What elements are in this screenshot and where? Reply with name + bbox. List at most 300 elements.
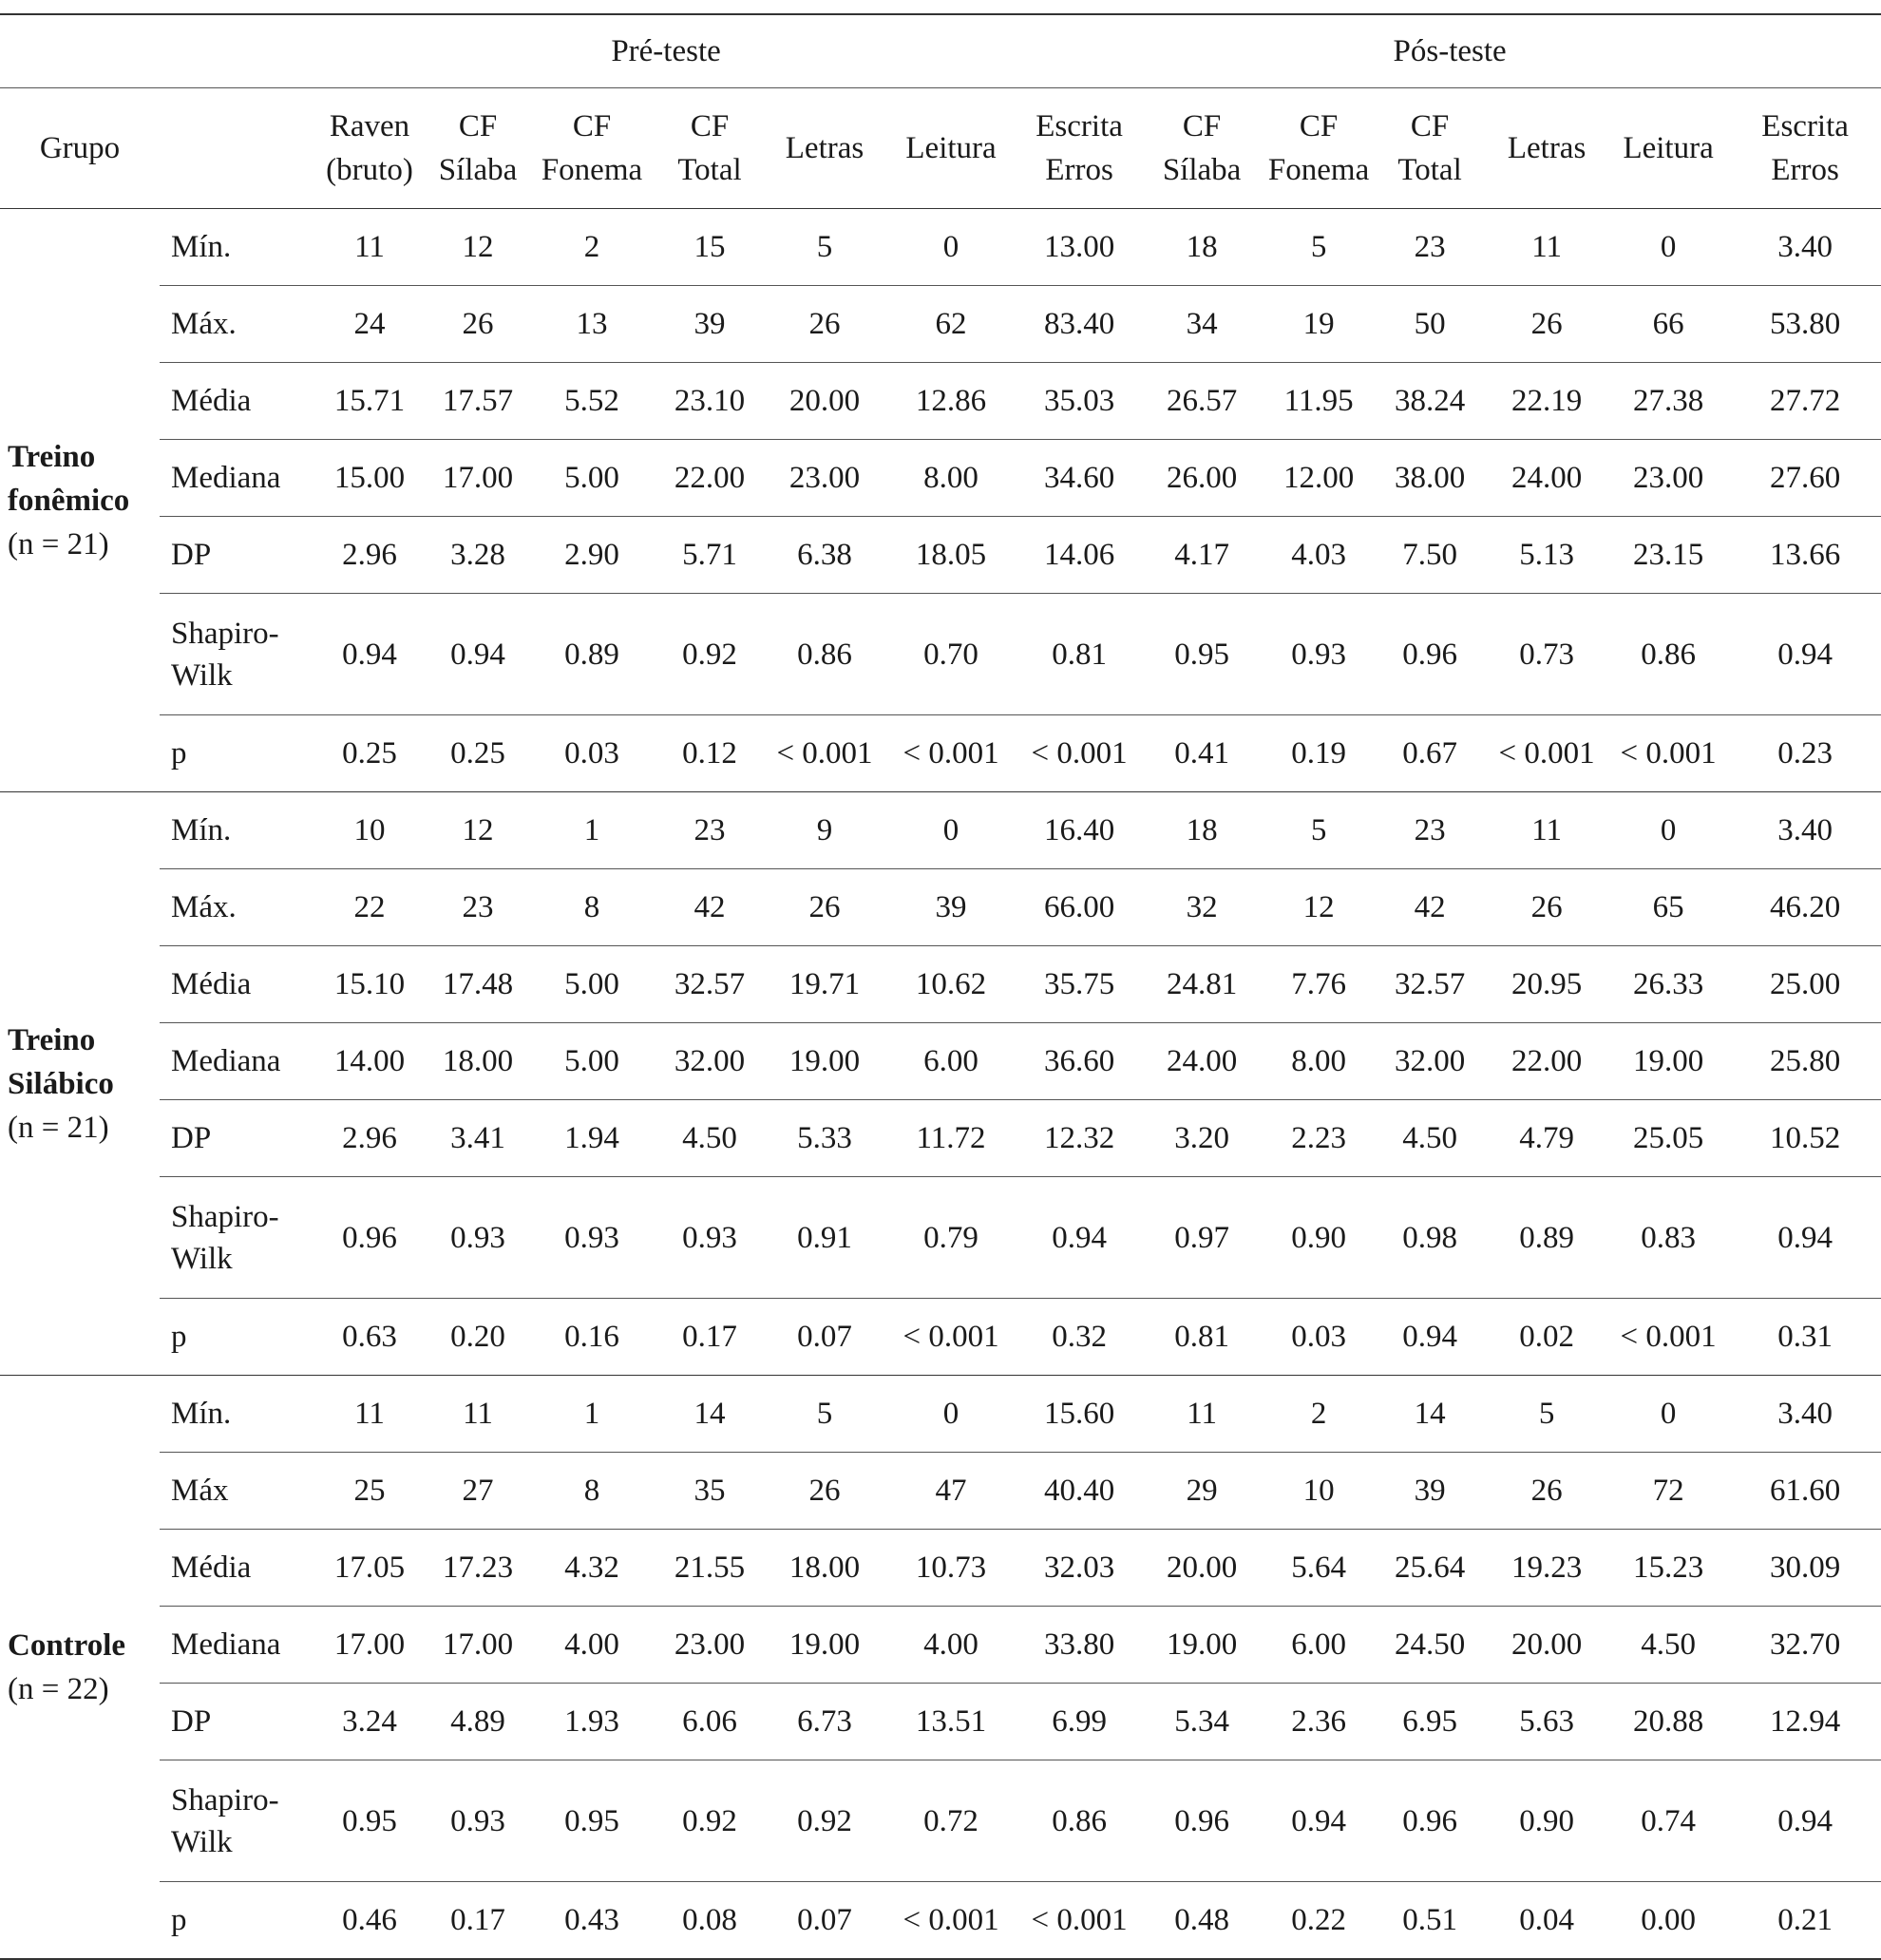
table-cell: 25.80 (1729, 1023, 1881, 1100)
stat-label-line: Wilk (171, 1241, 233, 1276)
table-cell: 27.72 (1729, 363, 1881, 440)
table-cell: 9 (766, 792, 884, 869)
column-header-line: CF (1182, 109, 1222, 143)
stat-label-line: Mín. (171, 230, 232, 264)
table-cell: 0.20 (426, 1299, 530, 1376)
table-cell: 11.72 (884, 1100, 1018, 1177)
table-cell: 26 (1486, 286, 1607, 363)
table-cell: 27.38 (1607, 363, 1729, 440)
stat-label (160, 363, 314, 440)
table-cell: 0.17 (426, 1882, 530, 1960)
table-cell: 17.00 (426, 1607, 530, 1684)
stat-label-line: Máx. (171, 307, 237, 341)
table-cell: 36.60 (1018, 1023, 1140, 1100)
table-cell: 10.73 (884, 1530, 1018, 1607)
table-cell: 6.38 (766, 517, 884, 594)
table-cell: 23 (654, 792, 766, 869)
table-cell: 0.48 (1140, 1882, 1264, 1960)
table-cell: 32.57 (1374, 946, 1486, 1023)
table-cell: 5.13 (1486, 517, 1607, 594)
table-cell: 4.17 (1140, 517, 1264, 594)
table-cell: 53.80 (1729, 286, 1881, 363)
table-cell: 6.06 (654, 1684, 766, 1760)
table-cell: 11 (1486, 209, 1607, 286)
table-cell: < 0.001 (1018, 1882, 1140, 1960)
group-name: Controle (8, 1627, 126, 1663)
descriptive-stats-table (0, 13, 1881, 1960)
table-cell: 18.00 (426, 1023, 530, 1100)
table-cell: 0.96 (1140, 1760, 1264, 1882)
table-cell: 0.90 (1486, 1760, 1607, 1882)
table-cell: 12.86 (884, 363, 1018, 440)
table-cell: 11 (1140, 1376, 1264, 1453)
table-cell: 34 (1140, 286, 1264, 363)
table-row (0, 1607, 1881, 1684)
table-cell: 12 (1264, 869, 1374, 946)
table-cell: 5.00 (530, 946, 654, 1023)
column-header (530, 88, 654, 209)
stat-label (160, 1607, 314, 1684)
table-cell: 14 (1374, 1376, 1486, 1453)
table-cell: 2.90 (530, 517, 654, 594)
stat-label-line: DP (171, 538, 212, 572)
table-cell: 19.71 (766, 946, 884, 1023)
table-cell: 24.00 (1486, 440, 1607, 517)
group-name: Treino (8, 439, 96, 474)
column-header (1140, 88, 1264, 209)
table-cell: 0.91 (766, 1177, 884, 1299)
table-row (0, 286, 1881, 363)
table-cell: 5.52 (530, 363, 654, 440)
table-cell: 23.10 (654, 363, 766, 440)
table-cell: 65 (1607, 869, 1729, 946)
table-cell: 26.00 (1140, 440, 1264, 517)
table-cell: 15.00 (314, 440, 426, 517)
table-cell: 6.00 (1264, 1607, 1374, 1684)
table-cell: 15.60 (1018, 1376, 1140, 1453)
table-cell: 25.05 (1607, 1100, 1729, 1177)
column-header (766, 88, 884, 209)
table-cell: 50 (1374, 286, 1486, 363)
table-cell: 0.72 (884, 1760, 1018, 1882)
table-cell: 18.00 (766, 1530, 884, 1607)
table-cell: 3.28 (426, 517, 530, 594)
table-cell: < 0.001 (1607, 715, 1729, 792)
table-cell: < 0.001 (884, 1299, 1018, 1376)
table-cell: 24 (314, 286, 426, 363)
table-cell: 0.93 (530, 1177, 654, 1299)
table-cell: 3.40 (1729, 209, 1881, 286)
table-cell: 29 (1140, 1453, 1264, 1530)
table-cell: 0.93 (426, 1177, 530, 1299)
table-cell: 19.00 (1607, 1023, 1729, 1100)
group-label (0, 209, 160, 792)
table-cell: 39 (654, 286, 766, 363)
table-cell: 0.25 (314, 715, 426, 792)
stat-label-line: Máx. (171, 890, 237, 924)
table-cell: 0 (884, 792, 1018, 869)
stat-label (160, 286, 314, 363)
table-cell: 23.15 (1607, 517, 1729, 594)
table-cell: < 0.001 (884, 1882, 1018, 1960)
table-cell: 23.00 (1607, 440, 1729, 517)
table-cell: 0.70 (884, 594, 1018, 715)
stat-label-line: Shapiro- (171, 1199, 279, 1234)
table-cell: 7.50 (1374, 517, 1486, 594)
column-header-line: CF (1299, 109, 1339, 143)
table-cell: 19.23 (1486, 1530, 1607, 1607)
table-cell: 0.74 (1607, 1760, 1729, 1882)
column-header-line: Total (1397, 153, 1462, 187)
table-cell: 0.17 (654, 1299, 766, 1376)
table-cell: 11.95 (1264, 363, 1374, 440)
table-cell: 14 (654, 1376, 766, 1453)
table-cell: 10.52 (1729, 1100, 1881, 1177)
table-cell: 0.95 (314, 1760, 426, 1882)
table-cell: 0.97 (1140, 1177, 1264, 1299)
column-header (426, 88, 530, 209)
table-cell: 40.40 (1018, 1453, 1140, 1530)
table-cell: 20.00 (1486, 1607, 1607, 1684)
table-cell: 30.09 (1729, 1530, 1881, 1607)
table-cell: 11 (314, 1376, 426, 1453)
table-cell: 0.86 (1018, 1760, 1140, 1882)
table-cell: 0.81 (1140, 1299, 1264, 1376)
table-cell: 11 (1486, 792, 1607, 869)
stat-label (160, 594, 314, 715)
table-cell: 23 (1374, 209, 1486, 286)
column-header-line: (bruto) (326, 153, 413, 187)
table-cell: 24.81 (1140, 946, 1264, 1023)
stat-label (160, 1023, 314, 1100)
table-cell: 0.02 (1486, 1299, 1607, 1376)
column-header-line: Total (677, 153, 742, 187)
table-cell: 0.03 (530, 715, 654, 792)
table-cell: 3.40 (1729, 1376, 1881, 1453)
table-row (0, 1882, 1881, 1960)
table-cell: 0.94 (1264, 1760, 1374, 1882)
table-cell: 11 (314, 209, 426, 286)
table-cell: 17.48 (426, 946, 530, 1023)
table-cell: 0.31 (1729, 1299, 1881, 1376)
table-cell: 0.07 (766, 1882, 884, 1960)
stat-label-line: Wilk (171, 1824, 233, 1859)
stat-label (160, 1882, 314, 1960)
table-cell: 19.00 (766, 1023, 884, 1100)
table-cell: 4.50 (1374, 1100, 1486, 1177)
table-row (0, 1453, 1881, 1530)
table-cell: 3.20 (1140, 1100, 1264, 1177)
table-cell: 32.03 (1018, 1530, 1140, 1607)
table-cell: 0.89 (530, 594, 654, 715)
table-cell: 4.50 (1607, 1607, 1729, 1684)
table-cell: 25.00 (1729, 946, 1881, 1023)
table-cell: 8 (530, 1453, 654, 1530)
table-cell: 4.89 (426, 1684, 530, 1760)
table-cell: 5 (1264, 209, 1374, 286)
table-row (0, 1530, 1881, 1607)
table-cell: 17.00 (314, 1607, 426, 1684)
table-cell: 0.12 (654, 715, 766, 792)
table-row (0, 946, 1881, 1023)
table-cell: 0.43 (530, 1882, 654, 1960)
table-cell: 22.00 (1486, 1023, 1607, 1100)
table-cell: 5.33 (766, 1100, 884, 1177)
table-cell: 72 (1607, 1453, 1729, 1530)
table-cell: 0.94 (426, 594, 530, 715)
table-cell: 21.55 (654, 1530, 766, 1607)
table-cell: 0.16 (530, 1299, 654, 1376)
table-cell: 42 (654, 869, 766, 946)
table-cell: 1 (530, 792, 654, 869)
table-cell: 38.24 (1374, 363, 1486, 440)
table-cell: 14.06 (1018, 517, 1140, 594)
table-cell: 20.00 (766, 363, 884, 440)
table-cell: 12 (426, 792, 530, 869)
column-header (1264, 88, 1374, 209)
table-cell: 39 (1374, 1453, 1486, 1530)
group-name: Treino (8, 1022, 96, 1057)
table-cell: 3.24 (314, 1684, 426, 1760)
super-header-row (0, 14, 1881, 88)
table-cell: 25.64 (1374, 1530, 1486, 1607)
table-cell: 0.95 (1140, 594, 1264, 715)
stat-label (160, 715, 314, 792)
table-cell: 0.07 (766, 1299, 884, 1376)
table-cell: 0.41 (1140, 715, 1264, 792)
table-cell: 0 (1607, 792, 1729, 869)
table-cell: 17.00 (426, 440, 530, 517)
descriptive-stats-table-container (0, 13, 1881, 1960)
table-cell: 0.73 (1486, 594, 1607, 715)
table-cell: 5.64 (1264, 1530, 1374, 1607)
table-cell: 0.98 (1374, 1177, 1486, 1299)
table-cell: 0.96 (1374, 1760, 1486, 1882)
table-cell: 42 (1374, 869, 1486, 946)
table-row (0, 1100, 1881, 1177)
table-cell: 23.00 (654, 1607, 766, 1684)
group-n: (n = 21) (8, 526, 109, 561)
table-cell: 0.96 (314, 1177, 426, 1299)
column-header (1374, 88, 1486, 209)
table-cell: 0.86 (1607, 594, 1729, 715)
table-cell: 0 (1607, 1376, 1729, 1453)
column-header (654, 88, 766, 209)
table-cell: 15.71 (314, 363, 426, 440)
table-cell: 0.94 (1729, 1760, 1881, 1882)
group-label (0, 792, 160, 1376)
stat-label-line: Wilk (171, 657, 233, 693)
stat-label (160, 209, 314, 286)
group-name: Silábico (8, 1066, 114, 1101)
table-cell: 13.51 (884, 1684, 1018, 1760)
table-cell: 0.83 (1607, 1177, 1729, 1299)
table-row (0, 715, 1881, 792)
table-cell: 2.96 (314, 1100, 426, 1177)
table-cell: 0.93 (1264, 594, 1374, 715)
table-cell: 0.93 (426, 1760, 530, 1882)
table-cell: 22.00 (654, 440, 766, 517)
table-row (0, 792, 1881, 869)
stat-label-line: DP (171, 1704, 212, 1739)
table-cell: 4.00 (530, 1607, 654, 1684)
table-cell: 16.40 (1018, 792, 1140, 869)
table-cell: 35.75 (1018, 946, 1140, 1023)
table-cell: 17.57 (426, 363, 530, 440)
table-row (0, 363, 1881, 440)
table-cell: 10 (1264, 1453, 1374, 1530)
table-cell: 11 (426, 1376, 530, 1453)
table-cell: 32.70 (1729, 1607, 1881, 1684)
stat-label-line: Mín. (171, 1397, 232, 1431)
table-cell: 8.00 (1264, 1023, 1374, 1100)
column-header-line: Sílaba (438, 153, 518, 187)
table-cell: 6.95 (1374, 1684, 1486, 1760)
table-cell: 0.96 (1374, 594, 1486, 715)
table-cell: 5.34 (1140, 1684, 1264, 1760)
table-cell: 20.00 (1140, 1530, 1264, 1607)
column-header-line: Erros (1771, 153, 1839, 187)
grupo-header: Grupo (0, 88, 160, 209)
table-cell: 20.95 (1486, 946, 1607, 1023)
table-cell: 24.50 (1374, 1607, 1486, 1684)
table-cell: 47 (884, 1453, 1018, 1530)
table-row (0, 1760, 1881, 1882)
table-cell: 0 (884, 209, 1018, 286)
table-cell: 19.00 (766, 1607, 884, 1684)
column-header-line: CF (1410, 109, 1450, 143)
table-cell: 0.92 (766, 1760, 884, 1882)
table-cell: 25 (314, 1453, 426, 1530)
table-cell: 5 (766, 209, 884, 286)
table-cell: 0.22 (1264, 1882, 1374, 1960)
table-cell: 26 (1486, 1453, 1607, 1530)
column-header-line: Fonema (541, 153, 643, 187)
table-cell: 3.41 (426, 1100, 530, 1177)
table-cell: 83.40 (1018, 286, 1140, 363)
table-cell: 0 (1607, 209, 1729, 286)
table-cell: 17.05 (314, 1530, 426, 1607)
table-row (0, 517, 1881, 594)
column-header-line: Escrita (1036, 109, 1123, 143)
table-cell: 23 (426, 869, 530, 946)
table-cell: 3.40 (1729, 792, 1881, 869)
table-cell: 1.94 (530, 1100, 654, 1177)
table-cell: 27 (426, 1453, 530, 1530)
table-cell: 26 (766, 1453, 884, 1530)
table-cell: 33.80 (1018, 1607, 1140, 1684)
table-cell: 22.19 (1486, 363, 1607, 440)
table-cell: 0.51 (1374, 1882, 1486, 1960)
table-cell: < 0.001 (1607, 1299, 1729, 1376)
column-header-line: Sílaba (1162, 153, 1242, 187)
table-cell: 4.32 (530, 1530, 654, 1607)
table-cell: 17.23 (426, 1530, 530, 1607)
table-cell: 12 (426, 209, 530, 286)
table-cell: 38.00 (1374, 440, 1486, 517)
table-cell: 32.57 (654, 946, 766, 1023)
column-header-line: CF (690, 109, 730, 143)
table-cell: 13 (530, 286, 654, 363)
table-cell: 5.63 (1486, 1684, 1607, 1760)
column-header-line: CF (572, 109, 612, 143)
table-cell: < 0.001 (884, 715, 1018, 792)
table-cell: 0.08 (654, 1882, 766, 1960)
table-cell: 0.25 (426, 715, 530, 792)
table-cell: 10.62 (884, 946, 1018, 1023)
stat-label (160, 1100, 314, 1177)
stat-label-line: DP (171, 1121, 212, 1155)
table-row (0, 1023, 1881, 1100)
stat-label-line: Mediana (171, 1627, 281, 1662)
table-cell: 0.03 (1264, 1299, 1374, 1376)
table-cell: 1 (530, 1376, 654, 1453)
stat-label (160, 1376, 314, 1453)
table-row (0, 1376, 1881, 1453)
stat-label (160, 1684, 314, 1760)
group-n: (n = 22) (8, 1671, 109, 1706)
table-cell: 5.71 (654, 517, 766, 594)
table-cell: 4.50 (654, 1100, 766, 1177)
table-cell: 13.00 (1018, 209, 1140, 286)
table-cell: 2 (530, 209, 654, 286)
stat-label (160, 517, 314, 594)
column-header-line: Leitura (1623, 131, 1714, 165)
table-cell: < 0.001 (1486, 715, 1607, 792)
table-cell: 66.00 (1018, 869, 1140, 946)
table-cell: 2.23 (1264, 1100, 1374, 1177)
table-cell: 5 (1264, 792, 1374, 869)
table-cell: 2.36 (1264, 1684, 1374, 1760)
table-cell: 35.03 (1018, 363, 1140, 440)
table-cell: 8 (530, 869, 654, 946)
table-cell: 32 (1140, 869, 1264, 946)
table-row (0, 1299, 1881, 1376)
table-cell: 61.60 (1729, 1453, 1881, 1530)
stat-label (160, 440, 314, 517)
column-header-line: Letras (1507, 131, 1586, 165)
stat-label (160, 1453, 314, 1530)
table-cell: 0.79 (884, 1177, 1018, 1299)
stat-label-line: p (171, 1903, 187, 1937)
table-cell: 27.60 (1729, 440, 1881, 517)
stat-label (160, 869, 314, 946)
table-cell: 10 (314, 792, 426, 869)
table-cell: 62 (884, 286, 1018, 363)
table-cell: 0.94 (1729, 1177, 1881, 1299)
stat-label-line: Shapiro- (171, 1782, 279, 1817)
table-cell: 12.00 (1264, 440, 1374, 517)
table-cell: 19 (1264, 286, 1374, 363)
stat-label (160, 1760, 314, 1882)
group-n: (n = 21) (8, 1110, 109, 1145)
table-cell: 23 (1374, 792, 1486, 869)
table-cell: 14.00 (314, 1023, 426, 1100)
stat-label (160, 1299, 314, 1376)
stat-label-line: Média (171, 1551, 252, 1585)
table-cell: 26 (766, 286, 884, 363)
table-cell: 0.00 (1607, 1882, 1729, 1960)
table-cell: 23.00 (766, 440, 884, 517)
table-cell: 0.92 (654, 594, 766, 715)
table-cell: 0.94 (1374, 1299, 1486, 1376)
table-cell: 0.94 (1018, 1177, 1140, 1299)
stat-label (160, 1530, 314, 1607)
table-cell: 8.00 (884, 440, 1018, 517)
table-cell: 15.23 (1607, 1530, 1729, 1607)
table-cell: 1.93 (530, 1684, 654, 1760)
column-header (884, 88, 1018, 209)
